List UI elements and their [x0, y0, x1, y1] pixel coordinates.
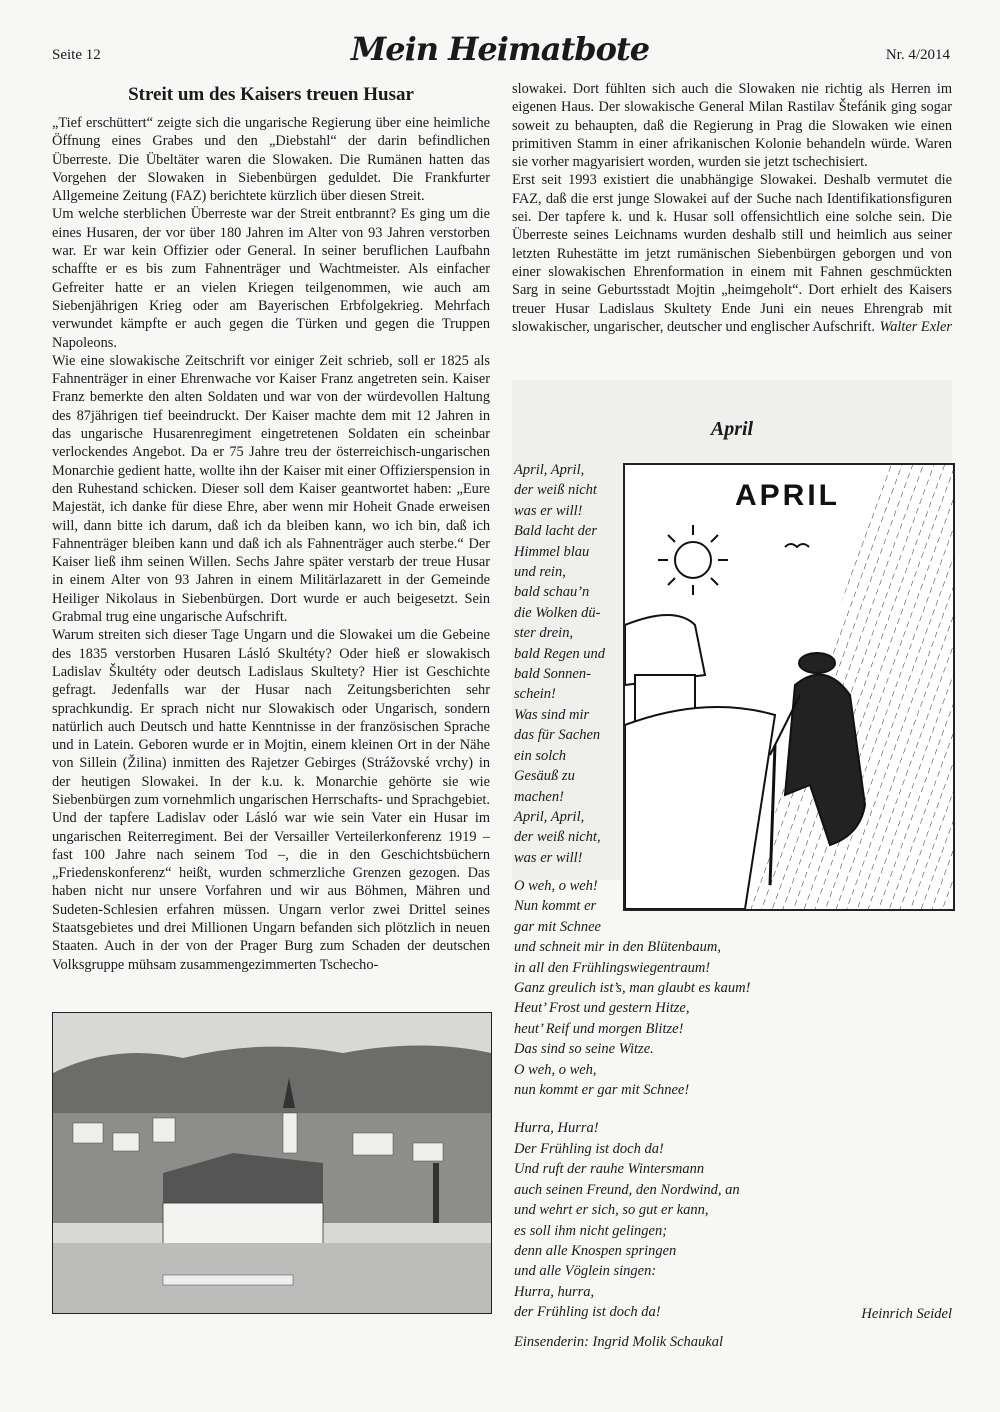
poem-line: bald schau’n — [514, 584, 590, 601]
paragraph: „Tief erschüttert“ zeigte sich die ungarische Regierung über eine heimliche Öffnung eines Grabes und den „Diebstahl“ der darin befindlichen Überreste. Die Übeltäter waren die Slowaken. Die Rumänen hatten das Vorgehen der Slowaken in Siebenbürgen geduldet. Die Frankfurter Allgemeine Zeitung (FAZ) berichtete kürzlich über diesen Streit. — [52, 115, 490, 205]
poem-line: was er will! — [514, 849, 583, 866]
paragraph: Um welche sterblichen Überreste war der Streit entbrannt? Es ging um die eines Husaren, der vor über 180 Jahren im Alter von 93 Jahren verstorben war. Er war kein Offizier oder General. In seiner beruflichen Laufbahn schaffte er es bis zum Fahnenträger und Wachtmeister. Als einfacher Gefreiter hatte er an vielen Kriegen teilgenommen, wie auch am Siebenjährigen Krieg oder am Bayerischen Erbfolgekrieg. Mehrfach verwundet kämpfte er auch gegen die Türken und gegen die Truppen Napoleons. — [52, 206, 490, 351]
sun-icon — [658, 525, 728, 595]
article-left-column — [52, 80, 490, 974]
poem-line: der weiß nicht — [514, 482, 597, 499]
paragraph: Warum streiten sich dieser Tage Ungarn und die Slowakei um die Gebeine des 1835 verstorben Husaren Lásló Skultéty? Oder hieß er slowakisch Ladislav Škultéty oder deutsch Ladislaus Skultety? Hier ist Geschichte gefragt. Jedenfalls war der Husar nach Zeitungsberichten sehr sprachkundig. Er sprach nicht nur Slowakisch oder Ungarisch, sondern natürlich auch Deutsch und hatte Kenntnisse in der französischen Sprache und in Latein. Geboren wurde er in Mojtin, einem kleinen Ort in der Nähe von Sillein (Žilina) inmitten des Rajetzer Gebirges (Strážovské vrchy) in der heutigen Slowakei. In der k.u. k. Monarchie gehörte sie wie Siebenbürgen zum vornehmlich ungarischen Herrschafts- und Sprachgebiet. Und der tapfere Ladislav oder Lásló war wie sein Vater ein Husar im ungarischen Reiterregiment. Bei der Versailler Verteilerkonferenz 1919 – fast 100 Jahre nach seinem Tod –, die in den Geschichtsbüchern „Friedenskonferenz“ heißt, wurden schmerzliche Grenzen gezogen. Das haben nicht nur unsere Vorfahren und wir aus Böhmen, Mähren und Sudeten-Schlesien erfahren müssen. Ungarn verlor zwei Drittel seines Staatsgebietes und drei Millionen Ungarn befanden sich plötzlich in neuen Staaten. Auch in der von der Prager Burg zum Schaden der deutschen Volksgruppe mühsam zusammengezimmerten Tschecho- — [52, 627, 490, 973]
page-number: Seite 12 — [52, 47, 101, 63]
chimney — [433, 1163, 439, 1223]
bird-icon — [785, 544, 809, 547]
issue-number: Nr. 4/2014 — [885, 47, 950, 63]
poem-line: ster drein, — [514, 625, 574, 642]
poem-line: Gesäuß zu — [514, 768, 575, 785]
poem-line: und rein, — [514, 564, 566, 581]
poem-title: April — [710, 418, 754, 440]
poem-line: die Wolken dü- — [514, 604, 601, 621]
mountains — [53, 1046, 491, 1114]
large-building — [163, 1203, 323, 1248]
poem-line: der weiß nicht, — [514, 829, 601, 846]
poem-line: Was sind mir — [514, 706, 590, 723]
poem-line: bald Sonnen- — [514, 666, 591, 683]
article-body — [52, 114, 490, 974]
poem-line: ein solch — [514, 747, 566, 764]
poem-stanza-2: O weh, o weh! Nun kommt er gar mit Schnee und schneit mir in den Blütenbaum, in all den Frühlingswiegentraum! Ganz greulich ist’s, man glaubt es kaum! Heut’ Frost und gestern Hitze, heut’ Reif und morgen Blitze! Das sind so seine Witze. O weh, o weh, nun kommt er gar mit Schnee! — [514, 878, 751, 1099]
fence — [163, 1275, 293, 1285]
poem-line: April, April, — [514, 808, 585, 825]
town-photo — [52, 1012, 492, 1314]
masthead-logo: Mein Heimatbote — [350, 30, 650, 68]
poem-line: bald Regen und — [514, 645, 606, 662]
poem-continued — [514, 876, 954, 1341]
paragraph: Erst seit 1993 existiert die unabhängige Slowakei. Deshalb vermutet die FAZ, daß die erst junge Slowakei auf der Suche nach Identifikationsfiguren sei. Der tapfere k. und k. Husar soll offensichtlich eine solche sein. Die Überreste seines Leichnams wurden deshalb still und heimlich aus seiner letzten Ruhestätte im jetzt rumänischen Siebenbürgen geborgen und von einer slowakischen Ehrenformation in einem mit Fahnen geschmückten Sarg in seine Geburtsstadt Mojtin „heimgeholt“. Dort erhielt des Kaisers treuer Husar Ladislaus Skultety Ende Juni ein neues Ehrengrab mit slowakischer, ungarischer, deutscher und englischer Aufschrift. Walter Exler — [512, 172, 952, 335]
april-drawing — [625, 465, 953, 909]
poem-line: machen! — [514, 788, 564, 805]
poem-line: April, April, — [514, 462, 585, 478]
paragraph: Wie eine slowakische Zeitschrift vor einiger Zeit schrieb, soll er 1825 als Fahnenträger in einer Ehrenwache vor Kaiser Franz angetreten sein. Kaiser Franz bemerkte den alten Soldaten und war von der würdevollen Haltung des 87jährigen tief beeindruckt. Der Kaiser machte dem mit 12 Jahren in das ungarische Husarenregiment eingetretenen Soldaten ein scheinbar verlockendes Angebot. Da er 75 Jahre treu der österreichisch-ungarischen Monarchie gedient hatte, wollte ihn der Kaiser mit einer Offizierspension in den Ruhestand schicken. Dieser soll dem Kaiser geantwortet haben: „Eure Majestät, ich danke für diese Ehre, aber wenn mir Hoheit Gnade erweisen will, dann bitte ich darum, daß ich da bleiben kann, wo ich bin, daß ich Fahnenträger bleiben kann und daß ich als Fahnenträger auch sterbe.“ Der Kaiser ließ ihm seinen Willen. Sechs Jahre später verstarb der treue Husar in einem Alter von 93 Jahren in einem Militärlazarett in der Gemeinde Heiliger Nikolaus in Siebenbürgen. Dort wurde er auch beigesetzt. Sein Grabmal trug eine ungarische Aufschrift. — [52, 352, 490, 626]
paragraph: slowakei. Dort fühlten sich auch die Slowaken nie richtig als Herren im eigenen Haus. Der slowakische General Milan Rastilav Štefánik ging sogar soweit zu behaupten, daß die Regierung in Prag die Slowaken wie einen primitiven Stamm in einer afrikanischen Kolonie behandeln würde. Waren sie vorher magyarisiert worden, wurden sie jetzt tschechisiert. — [512, 81, 952, 171]
article-title: Streit um des Kaisers treuen Husar — [128, 84, 414, 105]
poem-author: Heinrich Seidel — [861, 1306, 952, 1322]
poem-line: das für Sachen — [514, 727, 601, 744]
poem-line: was er will! — [514, 502, 583, 519]
poem-line: Bald lacht der — [514, 523, 597, 540]
poem-stanza-3: Hurra, Hurra! Der Frühling ist doch da! Und ruft der rauhe Wintersmann auch seinen Freund, den Nordwind, an und wehrt er sich, so gut er kann, es soll ihm nicht gelingen; denn alle Knospen springen und alle Vöglein singen: Hurra, hurra, der Frühling ist doch da! — [514, 1120, 740, 1321]
poem-line: schein! — [514, 686, 556, 703]
town-photo-image — [53, 1013, 491, 1313]
poem-sender: Einsenderin: Ingrid Molik Schaukal — [514, 1334, 723, 1350]
rain-shading — [745, 465, 953, 909]
poem-stanza-1 — [514, 460, 626, 868]
april-illustration — [623, 463, 955, 911]
poem-line: Himmel blau — [514, 543, 590, 560]
illustration-label: APRIL — [735, 479, 840, 512]
article-right-column — [512, 80, 952, 336]
article-author: Walter Exler — [879, 318, 952, 335]
